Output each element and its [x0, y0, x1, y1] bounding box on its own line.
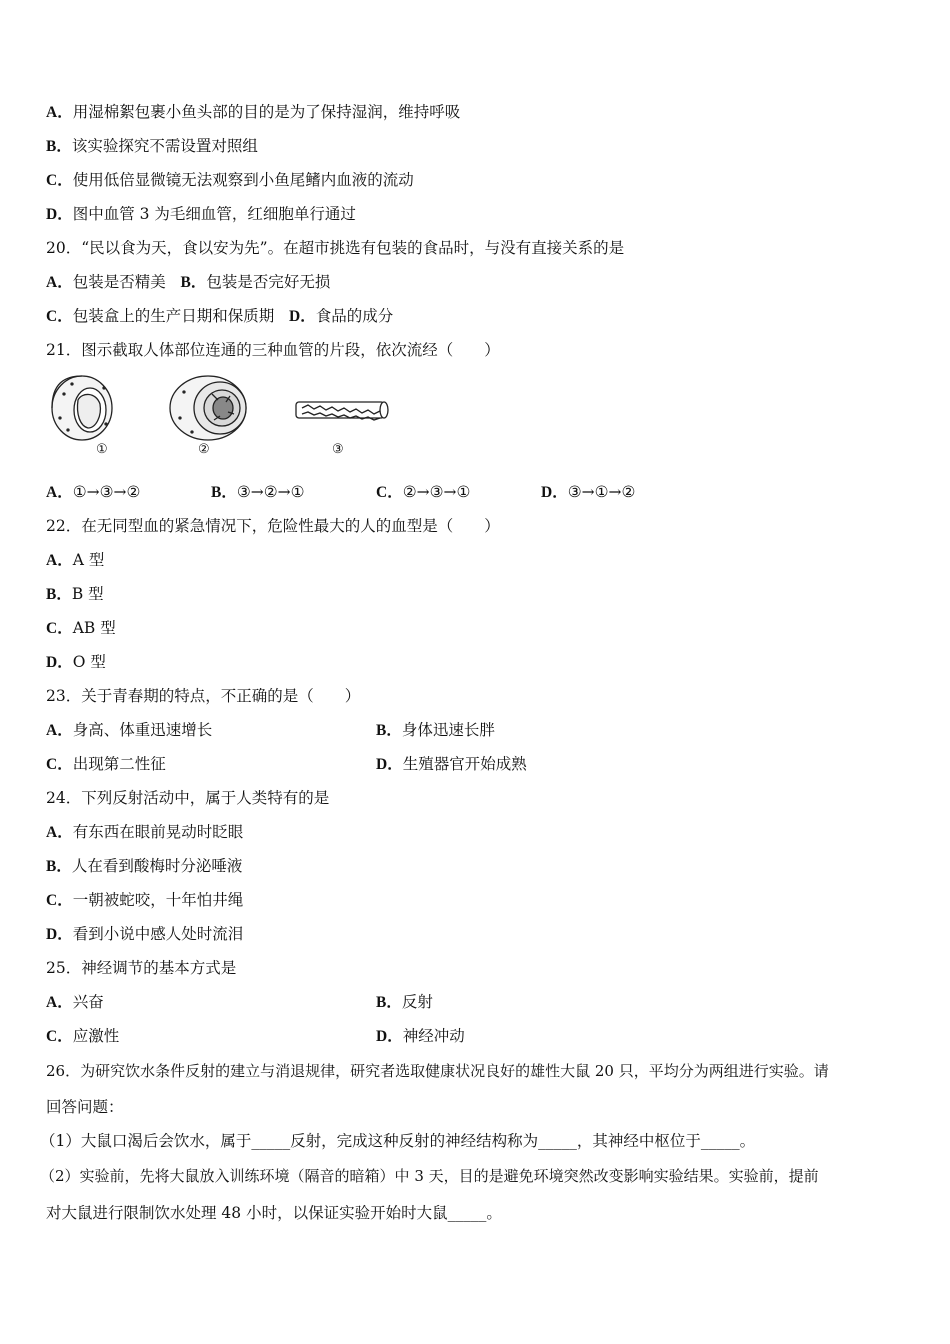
q22-option-b: B．B 型 — [46, 585, 104, 603]
q20-stem: 20．“民以食为天，食以安为先”。在超市挑选有包装的食品时，与没有直接关系的是 — [46, 239, 625, 257]
vessel-2-illustration — [170, 376, 246, 440]
q19-option-b: B．该实验探究不需设置对照组 — [46, 137, 258, 155]
q21-stem: 21．图示截取人体部位连通的三种血管的片段，依次流经（ ） — [46, 341, 500, 359]
q21-option-b: B．③→②→① — [211, 483, 305, 501]
q25-option-a: A．兴奋 — [46, 993, 104, 1011]
blood-vessel-figure — [44, 374, 404, 464]
q22-option-a: A．A 型 — [46, 551, 105, 569]
q22-option-c: C．AB 型 — [46, 619, 116, 637]
q26-part2-line2: 对大鼠进行限制饮水处理 48 小时，以保证实验开始时大鼠_____。 — [46, 1204, 502, 1222]
vessel-3-illustration — [296, 402, 388, 420]
figure-label-2: ② — [198, 442, 210, 457]
q23-option-b: B．身体迅速长胖 — [376, 721, 495, 739]
q22-option-d: D．O 型 — [46, 653, 106, 671]
q19-option-a: A．用湿棉絮包裹小鱼头部的目的是为了保持湿润，维持呼吸 — [46, 103, 461, 121]
q25-stem: 25．神经调节的基本方式是 — [46, 959, 237, 977]
q23-option-d: D．生殖器官开始成熟 — [376, 755, 527, 773]
vessel-1-illustration — [52, 376, 112, 440]
q23-stem: 23．关于青春期的特点，不正确的是（ ） — [46, 687, 361, 705]
q25-option-c: C．应激性 — [46, 1027, 120, 1045]
q23-option-c: C．出现第二性征 — [46, 755, 166, 773]
figure-label-1: ① — [96, 442, 108, 457]
q26-part2-line1: （2）实验前，先将大鼠放入训练环境（隔音的暗箱）中 3 天，目的是避免环境突然改变影响实验结果。实验前，提前 — [40, 1167, 819, 1185]
figure-label-3: ③ — [332, 442, 344, 457]
q25-option-d: D．神经冲动 — [376, 1027, 465, 1045]
q24-option-b: B．人在看到酸梅时分泌唾液 — [46, 857, 243, 875]
q26-stem-line2: 回答问题： — [46, 1098, 124, 1116]
q25-option-b: B．反射 — [376, 993, 433, 1011]
q26-stem-line1: 26．为研究饮水条件反射的建立与消退规律，研究者选取健康状况良好的雄性大鼠 20 只，平均分为两组进行实验。请 — [46, 1062, 829, 1080]
q19-option-c: C．使用低倍显微镜无法观察到小鱼尾鳍内血液的流动 — [46, 171, 414, 189]
q24-stem: 24．下列反射活动中，属于人类特有的是 — [46, 789, 330, 807]
q23-option-a: A．身高、体重迅速增长 — [46, 721, 213, 739]
q21-option-a: A．①→③→② — [46, 483, 141, 501]
q26-part1: （1）大鼠口渴后会饮水，属于_____反射，完成这种反射的神经结构称为_____，其神经中枢位于_____。 — [40, 1132, 756, 1150]
q20-options-row1: A．包装是否精美 B．包装是否完好无损 — [46, 273, 331, 291]
q24-option-d: D．看到小说中感人处时流泪 — [46, 925, 244, 943]
q24-option-c: C．一朝被蛇咬，十年怕井绳 — [46, 891, 244, 909]
q19-option-d: D．图中血管 3 为毛细血管，红细胞单行通过 — [46, 205, 356, 223]
q22-stem: 22．在无同型血的紧急情况下，危险性最大的人的血型是（ ） — [46, 517, 500, 535]
q24-option-a: A．有东西在眼前晃动时眨眼 — [46, 823, 244, 841]
q21-option-c: C．②→③→① — [376, 483, 471, 501]
q20-options-row2: C．包装盒上的生产日期和保质期 D．食品的成分 — [46, 307, 394, 325]
q21-option-d: D．③→①→② — [541, 483, 636, 501]
